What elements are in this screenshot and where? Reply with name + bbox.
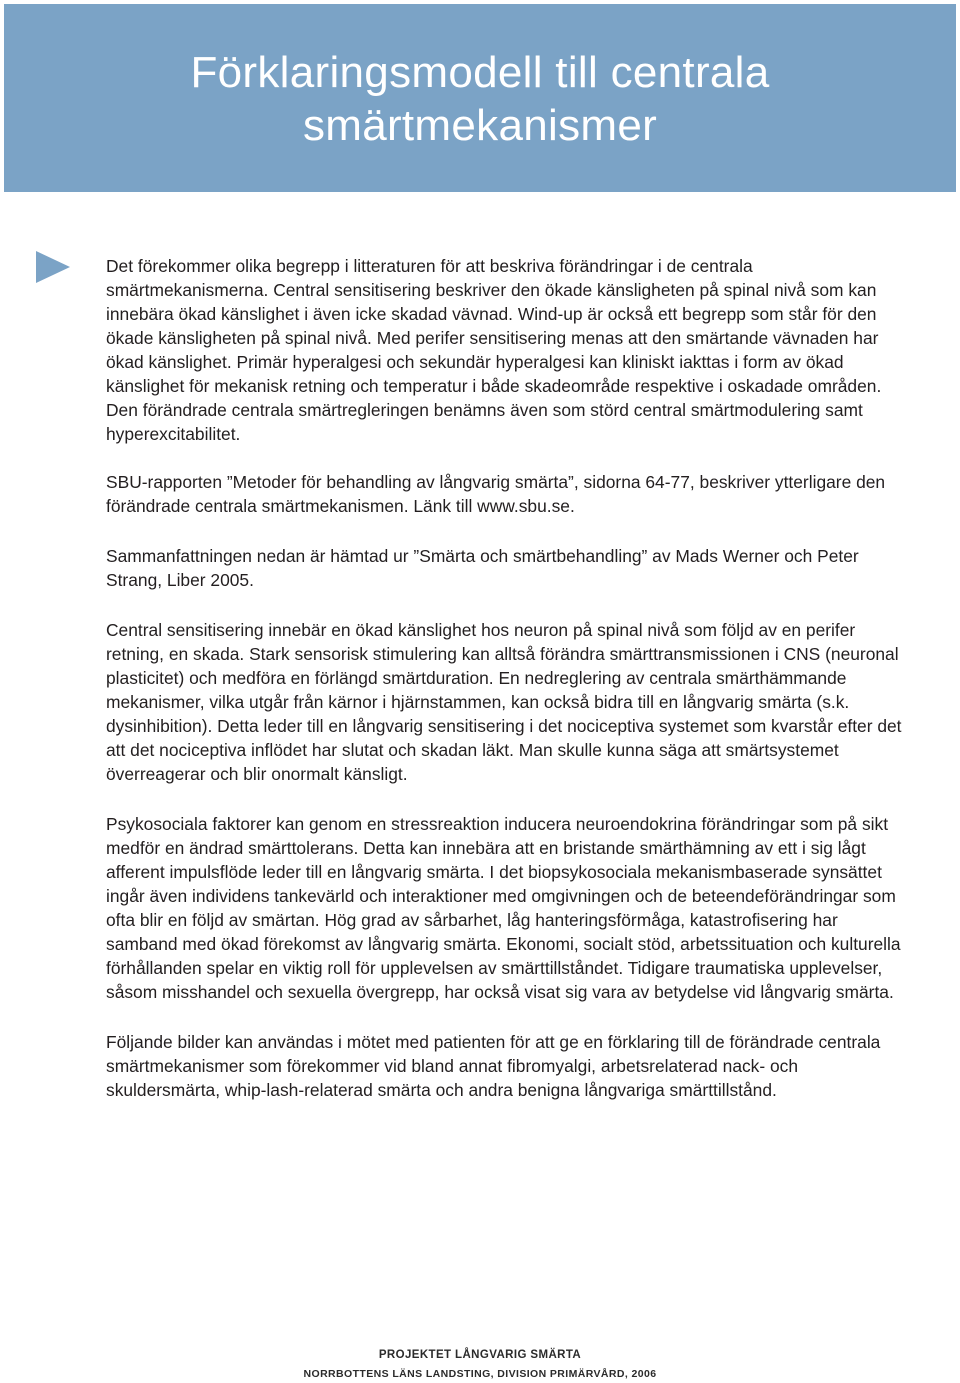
paragraph-images-usage: Följande bilder kan användas i mötet med patienten för att ge en förklaring till de förändrade centrala smärtmekanismer som förekommer vid bland annat fibromyalgi, arbetsrelaterad nack- och skuldersmärta, whip-lash-relaterad smärta och andra benigna långvariga smärttillstånd. — [106, 1032, 881, 1100]
footer-organisation: NORRBOTTENS LÄNS LANDSTING, DIVISION PRIMÄRVÅRD, 2006 — [303, 1368, 657, 1380]
paragraph-psychosocial: Psykosociala faktorer kan genom en stressreaktion inducera neuroendokrina förändringar som på sikt medför en ändrad smärttolerans. Detta kan innebära att en bristande smärthämning av ett i sig lågt afferent impulsflöde leder till en långvarig smärta. I det biopsykosociala mekanismbaserade synsättet ingår även individens tankevärld och interaktioner med omgivningen och de beteendeförändringar som ofta blir en följd av smärtan. Hög grad av sårbarhet, låg hanteringsförmåga, katastrofisering har samband med ökad förekomst av långvarig smärta. Ekonomi, socialt stöd, arbetssituation och kulturella förhållanden spelar en viktig roll för upplevelsen av smärttillståndet. Tidigare traumatiska upplevelser, såsom misshandel och sexuella övergrepp, har också visat sig vara av betydelse vid långvarig smärta. — [106, 814, 901, 1002]
footer-project: PROJEKTET LÅNGVARIG SMÄRTA — [378, 1349, 582, 1361]
paragraph-terminology: Det förekommer olika begrepp i litteraturen för att beskriva förändringar i de centrala smärtmekanismerna. Central sensitisering beskriver den ökade känsligheten på spinal nivå som kan innebära ökad känslighet i även icke skadad vävnad. Wind-up är också ett begrepp som står för den ökade känsligheten på spinal nivå. Med perifer sensitisering menas att den smärtande vävnaden har ökad känslighet. Primär hyperalgesi och sekundär hyperalgesi kan kliniskt iakttas i form av ökad känslighet för mekanisk retning och temperatur i både skadeområde respektive i oskadade områden. Den förändrade centrala smärtregleringen benämns även som störd central smärtmodulering samt hyperexcitabilitet. — [106, 256, 882, 444]
paragraph-central-sensitisation: Central sensitisering innebär en ökad känslighet hos neuron på spinal nivå som följd av en perifer retning, en skada. Stark sensorisk stimulering kan alltså förändra smärttransmissionen i CNS (neuronal plasticitet) och medföra en förlängd smärtduration. En nedreglering av centrala smärthämmande mekanismer, vilka utgår från kärnor i hjärnstammen, kan också bidra till en långvarig smärta (s.k. dysinhibition). Detta leder till en långvarig sensitisering i det nociceptiva systemet som kvarstår efter det att det nociceptiva inflödet har slutat och skadan läkt. Man skulle kunna säga att smärtsystemet överreagerar och blir onormalt känsligt. — [106, 620, 902, 784]
paragraph-source: Sammanfattningen nedan är hämtad ur ”Smärta och smärtbehandling” av Mads Werner och Peter Strang, Liber 2005. — [106, 546, 859, 590]
body-text — [106, 254, 906, 1128]
page-title-line-1: Förklaringsmodell till centrala — [190, 48, 770, 97]
page-title-line-2: smärtmekanismer — [302, 101, 658, 150]
page-title — [0, 46, 960, 152]
triangle-arrow-right-icon — [36, 251, 70, 283]
paragraph-sbu-report: SBU-rapporten ”Metoder för behandling av långvarig smärta”, sidorna 64-77, beskriver ytterligare den förändrade centrala smärtmekanismen. Länk till www.sbu.se. — [106, 472, 886, 516]
